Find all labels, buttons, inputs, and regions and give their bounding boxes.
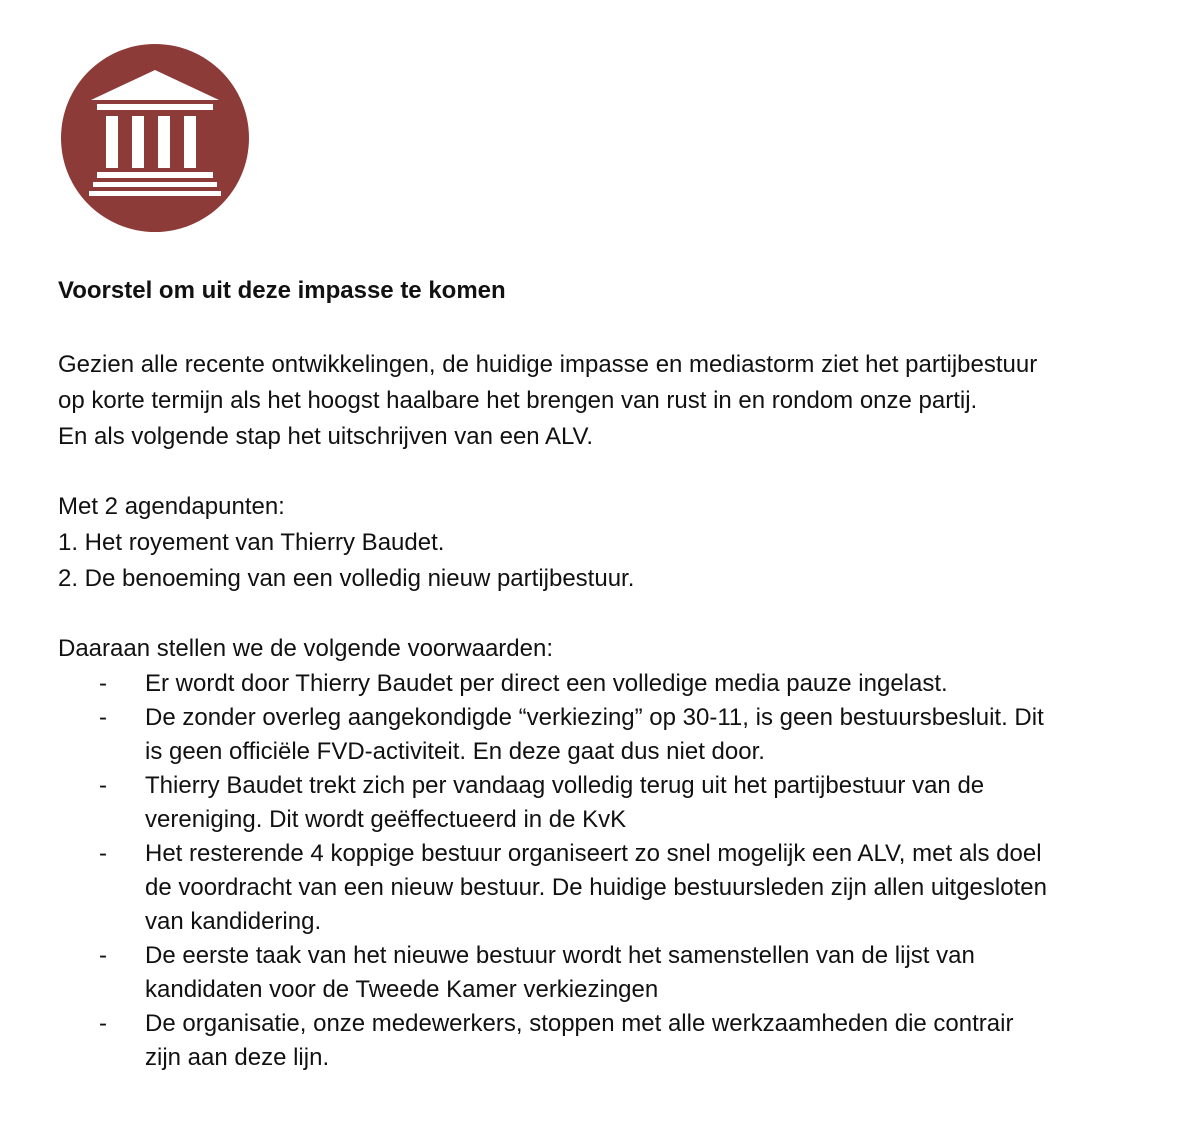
condition-item xyxy=(58,1007,1178,1075)
agenda-item: 2. De benoeming van een volledig nieuw partijbestuur. xyxy=(58,565,635,592)
intro-line: op korte termijn als het hoogst haalbare het brengen van rust in en rondom onze partij. xyxy=(58,387,978,414)
agenda-title: Met 2 agendapunten: xyxy=(58,493,285,520)
condition-line: vereniging. Dit wordt geëffectueerd in de KvK xyxy=(145,806,627,833)
bullet-dash: - xyxy=(99,840,107,867)
condition-line: zijn aan deze lijn. xyxy=(145,1044,330,1071)
party-logo xyxy=(61,44,249,232)
condition-line: Er wordt door Thierry Baudet per direct een volledige media pauze ingelast. xyxy=(145,670,948,697)
document-body xyxy=(58,272,1178,1075)
condition-line: kandidaten voor de Tweede Kamer verkiezingen xyxy=(145,976,659,1003)
conditions-title: Daaraan stellen we de volgende voorwaarden: xyxy=(58,635,553,662)
agenda-section xyxy=(58,489,1178,597)
intro-paragraph xyxy=(58,347,1178,455)
condition-item xyxy=(58,769,1178,837)
bullet-dash: - xyxy=(99,670,107,697)
condition-item xyxy=(58,837,1178,939)
condition-line: van kandidering. xyxy=(145,908,322,935)
intro-line: En als volgende stap het uitschrijven van een ALV. xyxy=(58,423,594,450)
condition-line: De zonder overleg aangekondigde “verkiezing” op 30-11, is geen bestuursbesluit. Dit xyxy=(145,704,1044,731)
bullet-dash: - xyxy=(99,942,107,969)
condition-item xyxy=(58,939,1178,1007)
conditions-section xyxy=(58,631,1178,1075)
conditions-list xyxy=(58,667,1178,1075)
bullet-dash: - xyxy=(99,1010,107,1037)
condition-line: De organisatie, onze medewerkers, stoppen met alle werkzaamheden die contrair xyxy=(145,1010,1014,1037)
condition-line: Thierry Baudet trekt zich per vandaag volledig terug uit het partijbestuur van de xyxy=(145,772,985,799)
bullet-dash: - xyxy=(99,704,107,731)
classical-building-icon xyxy=(61,44,249,232)
condition-item xyxy=(58,667,1178,701)
condition-line: de voordracht van een nieuw bestuur. De huidige bestuursleden zijn allen uitgesloten xyxy=(145,874,1047,901)
condition-line: Het resterende 4 koppige bestuur organiseert zo snel mogelijk een ALV, met als doel xyxy=(145,840,1042,867)
document-heading: Voorstel om uit deze impasse te komen xyxy=(58,277,506,304)
condition-line: is geen officiële FVD-activiteit. En deze gaat dus niet door. xyxy=(145,738,765,765)
agenda-item: 1. Het royement van Thierry Baudet. xyxy=(58,529,445,556)
bullet-dash: - xyxy=(99,772,107,799)
condition-item xyxy=(58,701,1178,769)
condition-line: De eerste taak van het nieuwe bestuur wordt het samenstellen van de lijst van xyxy=(145,942,975,969)
intro-line: Gezien alle recente ontwikkelingen, de huidige impasse en mediastorm ziet het partijbestuur xyxy=(58,351,1038,378)
agenda-list xyxy=(58,525,1178,597)
